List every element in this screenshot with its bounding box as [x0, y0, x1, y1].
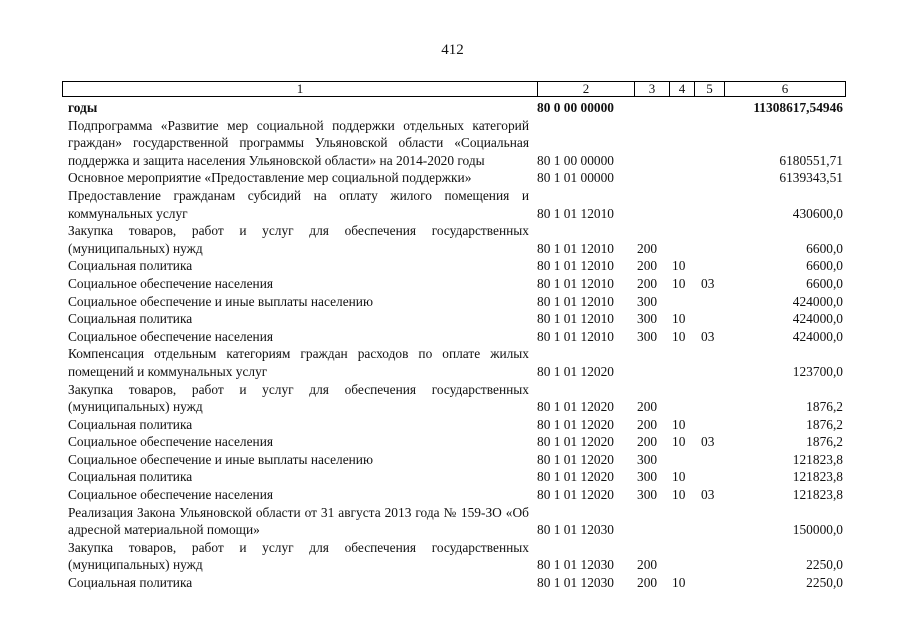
row-section: 10	[672, 311, 686, 327]
row-amount: 1876,2	[806, 434, 843, 450]
row-name: Социальное обеспечение и иные выплаты населению	[68, 451, 373, 467]
row-code: 80 1 01 12010	[537, 275, 614, 291]
row-amount: 424000,0	[792, 328, 843, 344]
row-expense-group: 300	[637, 487, 658, 503]
row-amount: 6600,0	[806, 275, 843, 291]
row-amount: 6600,0	[806, 258, 843, 274]
column-header: 5	[694, 82, 724, 96]
row-amount: 6180551,71	[779, 152, 843, 168]
row-expense-group: 300	[637, 293, 658, 309]
row-amount: 424000,0	[792, 311, 843, 327]
row-expense-group: 300	[637, 469, 658, 485]
row-code: 80 1 01 12030	[537, 522, 614, 538]
table-row	[68, 310, 843, 328]
row-name: Социальная политика	[68, 575, 193, 591]
row-expense-group: 200	[637, 557, 658, 573]
table-row	[68, 504, 843, 539]
row-name: Социальное обеспечение населения	[68, 434, 274, 450]
row-name: Социальное обеспечение населения	[68, 487, 274, 503]
column-header: 6	[724, 82, 845, 96]
row-name: Реализация Закона Ульяновской области от 31 августа 2013 года № 159-ЗО «Об адресной материальной помощи»	[68, 504, 529, 538]
row-code: 80 1 01 12010	[537, 240, 614, 256]
row-expense-group: 300	[637, 328, 658, 344]
column-header: 1	[296, 81, 304, 96]
row-code: 80 1 01 12010	[537, 328, 614, 344]
table-row	[68, 187, 843, 222]
row-amount: 123700,0	[792, 363, 843, 379]
table-row	[68, 328, 843, 346]
row-name: Социальная политика	[68, 311, 193, 327]
row-code: 80 1 01 12020	[537, 416, 614, 432]
row-name: Социальное обеспечение населения	[68, 328, 274, 344]
table-row	[68, 293, 843, 311]
row-section: 10	[672, 434, 686, 450]
table-row	[68, 381, 843, 416]
row-expense-group: 300	[637, 451, 658, 467]
table-row	[68, 275, 843, 293]
table-row	[68, 539, 843, 574]
row-expense-group: 200	[637, 399, 658, 415]
row-section: 10	[672, 487, 686, 503]
row-amount: 1876,2	[806, 416, 843, 432]
page-number: 412	[441, 42, 464, 58]
row-code: 80 1 01 12020	[537, 469, 614, 485]
row-amount: 121823,8	[792, 451, 843, 467]
row-amount: 424000,0	[792, 293, 843, 309]
row-name: Социальная политика	[68, 258, 193, 274]
row-amount: 1876,2	[806, 399, 843, 415]
row-amount: 150000,0	[792, 522, 843, 538]
row-amount: 6139343,51	[779, 170, 843, 186]
table-row	[68, 222, 843, 257]
row-code: 80 1 01 12020	[537, 399, 614, 415]
row-name: Социальное обеспечение и иные выплаты населению	[68, 293, 373, 309]
table-row	[68, 257, 843, 275]
row-name: Предоставление гражданам субсидий на оплату жилого помещения и коммунальных услуг	[68, 187, 529, 221]
column-header: 4	[669, 82, 694, 96]
row-expense-group: 200	[637, 575, 658, 591]
row-amount: 11308617,54946	[753, 100, 843, 115]
row-section: 10	[672, 416, 686, 432]
table-row	[68, 99, 843, 117]
row-subsection: 03	[701, 328, 715, 344]
row-expense-group: 200	[637, 416, 658, 432]
column-header: 3	[634, 82, 669, 96]
row-name: Закупка товаров, работ и услуг для обеспечения государственных (муниципальных) нужд	[68, 223, 529, 256]
table-body	[68, 99, 843, 592]
row-amount: 2250,0	[806, 575, 843, 591]
row-expense-group: 300	[637, 311, 658, 327]
row-name: Социальная политика	[68, 469, 193, 485]
row-section: 10	[672, 328, 686, 344]
row-name: Закупка товаров, работ и услуг для обеспечения государственных (муниципальных) нужд	[68, 381, 529, 415]
row-code: 80 1 00 00000	[537, 152, 614, 168]
row-section: 10	[672, 258, 686, 274]
row-expense-group: 200	[637, 240, 658, 256]
row-amount: 430600,0	[792, 205, 843, 221]
row-name: Социальная политика	[68, 416, 193, 432]
row-subsection: 03	[701, 275, 715, 291]
row-name: годы	[68, 100, 98, 115]
table-row	[68, 574, 843, 592]
row-code: 80 1 01 12030	[537, 575, 614, 591]
row-name: Подпрограмма «Развитие мер социальной поддержки отдельных категорий граждан» государственной программы Ульяновской области «Социальная поддержка и защита населения Ульяновской области» на 2014-2020 годы	[68, 117, 529, 168]
row-name: Компенсация отдельным категориям граждан расходов по оплате жилых помещений и коммунальных услуг	[68, 346, 529, 379]
row-expense-group: 200	[637, 434, 658, 450]
row-section: 10	[672, 469, 686, 485]
table-row	[68, 169, 843, 187]
table-row	[68, 345, 843, 380]
row-code: 80 1 01 00000	[537, 170, 614, 186]
table-row	[68, 416, 843, 434]
row-code: 80 1 01 12020	[537, 434, 614, 450]
row-code: 80 1 01 12010	[537, 311, 614, 327]
row-code: 80 1 01 12030	[537, 557, 614, 573]
row-section: 10	[672, 575, 686, 591]
table-row	[68, 486, 843, 504]
row-section: 10	[672, 275, 686, 291]
column-header: 2	[537, 82, 634, 96]
row-expense-group: 200	[637, 258, 658, 274]
row-code: 80 1 01 12020	[537, 451, 614, 467]
row-subsection: 03	[701, 434, 715, 450]
row-code: 80 1 01 12020	[537, 363, 614, 379]
row-code: 80 1 01 12010	[537, 293, 614, 309]
row-code: 80 1 01 12010	[537, 258, 614, 274]
table-row	[68, 433, 843, 451]
row-name: Закупка товаров, работ и услуг для обеспечения государственных (муниципальных) нужд	[68, 539, 529, 573]
row-code: 80 0 00 00000	[537, 100, 614, 115]
row-code: 80 1 01 12010	[537, 205, 614, 221]
row-amount: 2250,0	[806, 557, 843, 573]
row-name: Социальное обеспечение населения	[68, 275, 274, 291]
row-amount: 121823,8	[792, 469, 843, 485]
row-amount: 6600,0	[806, 240, 843, 256]
table-row	[68, 117, 843, 170]
table-row	[68, 451, 843, 469]
row-subsection: 03	[701, 487, 715, 503]
row-code: 80 1 01 12020	[537, 487, 614, 503]
table-header	[62, 81, 846, 97]
row-amount: 121823,8	[792, 487, 843, 503]
row-name: Основное мероприятие «Предоставление мер социальной поддержки»	[68, 170, 472, 186]
row-expense-group: 200	[637, 275, 658, 291]
table-row	[68, 468, 843, 486]
